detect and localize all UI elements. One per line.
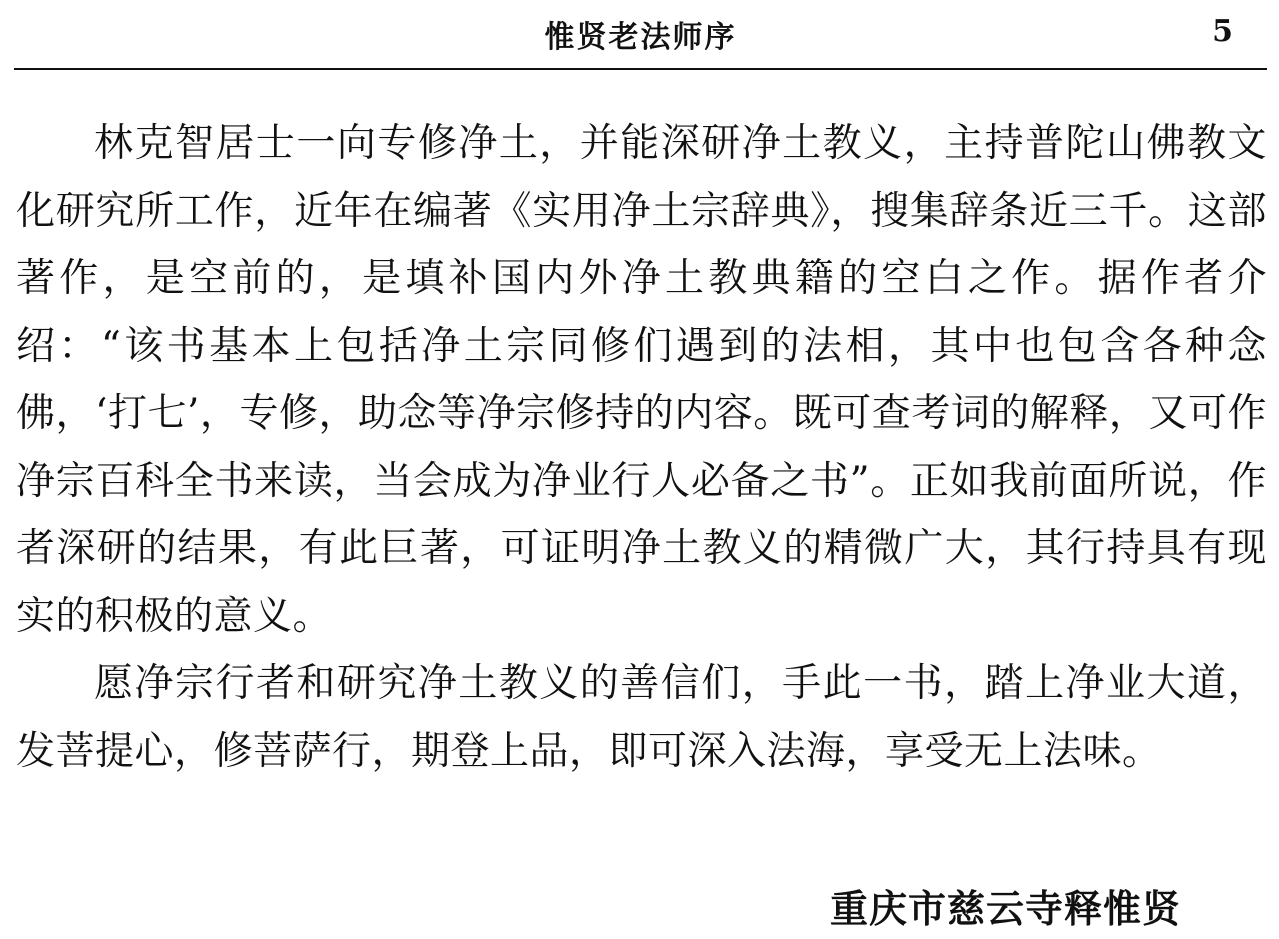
preface-body xyxy=(16,110,1267,785)
page-number: 5 xyxy=(1212,14,1233,49)
running-title: 惟贤老法师序 xyxy=(544,20,737,55)
signature: 重庆市慈云寺释惟贤 xyxy=(829,887,1181,931)
page-header xyxy=(14,0,1267,70)
paragraph-2: 愿净宗行者和研究净土教义的善信们，手此一书，踏上净业大道，发菩提心，修菩萨行，期登上品，即可深入法海，享受无上法味。 xyxy=(16,661,1267,774)
paragraph-1: 林克智居士一向专修净土，并能深研净土教义，主持普陀山佛教文化研究所工作，近年在编著《实用净土宗辞典》，搜集辞条近三千。这部著作，是空前的，是填补国内外净土教典籍的空白之作。据作者介绍：“该书基本上包括净土宗同修们遇到的法相，其中也包含各种念佛，‘打七’，专修，助念等净宗修持的内容。既可查考词的解释，又可作净宗百科全书来读，当会成为净业行人必备之书”。正如我前面所说，作者深研的结果，有此巨著，可证明净土教义的精微广大，其行持具有现实的积极的意义。 xyxy=(16,121,1267,639)
